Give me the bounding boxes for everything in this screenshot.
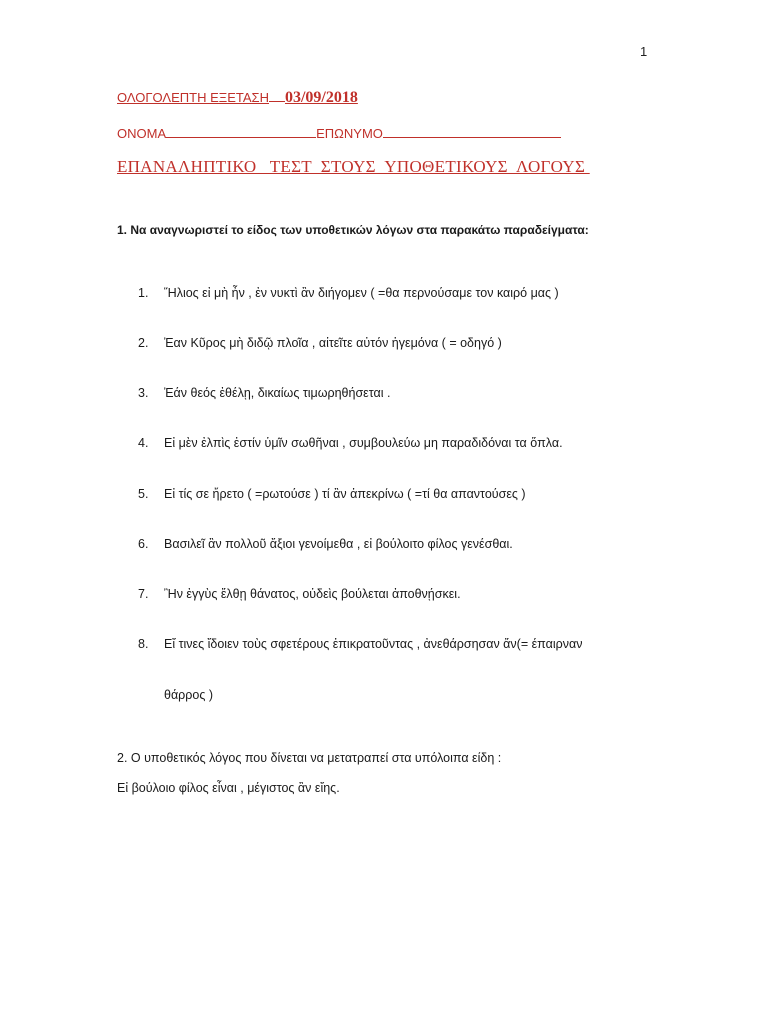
test-title: ΕΠΑΝΑΛΗΠΤΙΚΟ ΤΕΣΤ ΣΤΟΥΣ ΥΠΟΘΕΤΙΚΟΥΣ ΛΟΓΟΥΣ — [117, 157, 590, 176]
item-number: 4. — [138, 436, 149, 450]
item-text: Εἰ τίς σε ἤρετο ( =ρωτούσε ) τί ἂν ἀπεκρίνω ( =τί θα απαντούσες ) — [164, 487, 526, 501]
exam-date: 03/09/2018 — [284, 89, 358, 106]
list-item — [138, 336, 502, 350]
item-8-continuation: θάρρος ) — [164, 688, 214, 702]
question-2-heading: 2. Ο υποθετικός λόγος που δίνεται να μετατραπεί στα υπόλοιπα είδη : — [117, 751, 502, 765]
item-number: 5. — [138, 487, 149, 501]
name-surname-line — [117, 126, 561, 141]
list-item — [138, 286, 559, 300]
name-label: ΟΝΟΜΑ — [117, 126, 167, 141]
item-number: 3. — [138, 386, 149, 400]
list-item — [138, 386, 390, 400]
question-1-heading: 1. Να αναγνωριστεί το είδος των υποθετικών λόγων στα παρακάτω παραδείγματα: — [117, 223, 589, 237]
item-text: Βασιλεῖ ἂν πολλοῦ ἄξιοι γενοίμεθα , εἰ βούλοιτο φίλος γενέσθαι. — [164, 537, 513, 551]
list-item — [138, 487, 526, 501]
item-text: Εἴ τινες ἴδοιεν τοὺς σφετέρους ἐπικρατοῦντας , ἀνεθάρσησαν ἄν(= έπαιρναν — [164, 637, 583, 651]
list-item — [138, 436, 563, 450]
list-item — [138, 637, 582, 651]
item-text: Ἐαν Κῦρος μὴ διδῷ πλοῖα , αἰτεῖτε αὐτόν ἡγεμόνα ( = οδηγό ) — [164, 336, 502, 350]
item-number: 7. — [138, 587, 149, 601]
page-number: 1 — [640, 44, 648, 59]
item-number: 2. — [138, 336, 149, 350]
exam-title-underline-gap — [269, 91, 285, 102]
item-number: 1. — [138, 286, 149, 300]
exam-header-line — [117, 89, 358, 107]
surname-blank-field[interactable] — [383, 126, 561, 138]
item-number: 8. — [138, 637, 149, 651]
item-number: 6. — [138, 537, 149, 551]
item-text: Ἢν ἐγγὺς ἔλθῃ θάνατος, οὐδεὶς βούλεται ἀποθνῄσκει. — [164, 587, 461, 601]
item-text: Ἐάν θεός ἐθέλῃ, δικαίως τιμωρηθήσεται . — [164, 386, 391, 400]
list-item — [138, 537, 513, 551]
exam-title: ΟΛΟΓΟΛΕΠΤΗ ΕΞΕΤΑΣΗ — [117, 90, 269, 105]
name-blank-field[interactable] — [166, 126, 316, 138]
question-2-sentence: Εἰ βούλοιο φίλος εἶναι , μέγιστος ἂν εἴης. — [117, 781, 340, 795]
surname-label: ΕΠΩΝΥΜΟ — [316, 126, 383, 141]
list-item — [138, 587, 461, 601]
item-text: Εἰ μὲν ἐλπὶς ἐστίν ὑμῖν σωθῆναι , συμβουλεύω μη παραδιδόναι τα ὅπλα. — [164, 436, 563, 450]
item-text: Ἥλιος εἰ μὴ ἦν , ἐν νυκτὶ ἂν διήγομεν ( =θα περνούσαμε τον καιρό μας ) — [164, 286, 559, 300]
